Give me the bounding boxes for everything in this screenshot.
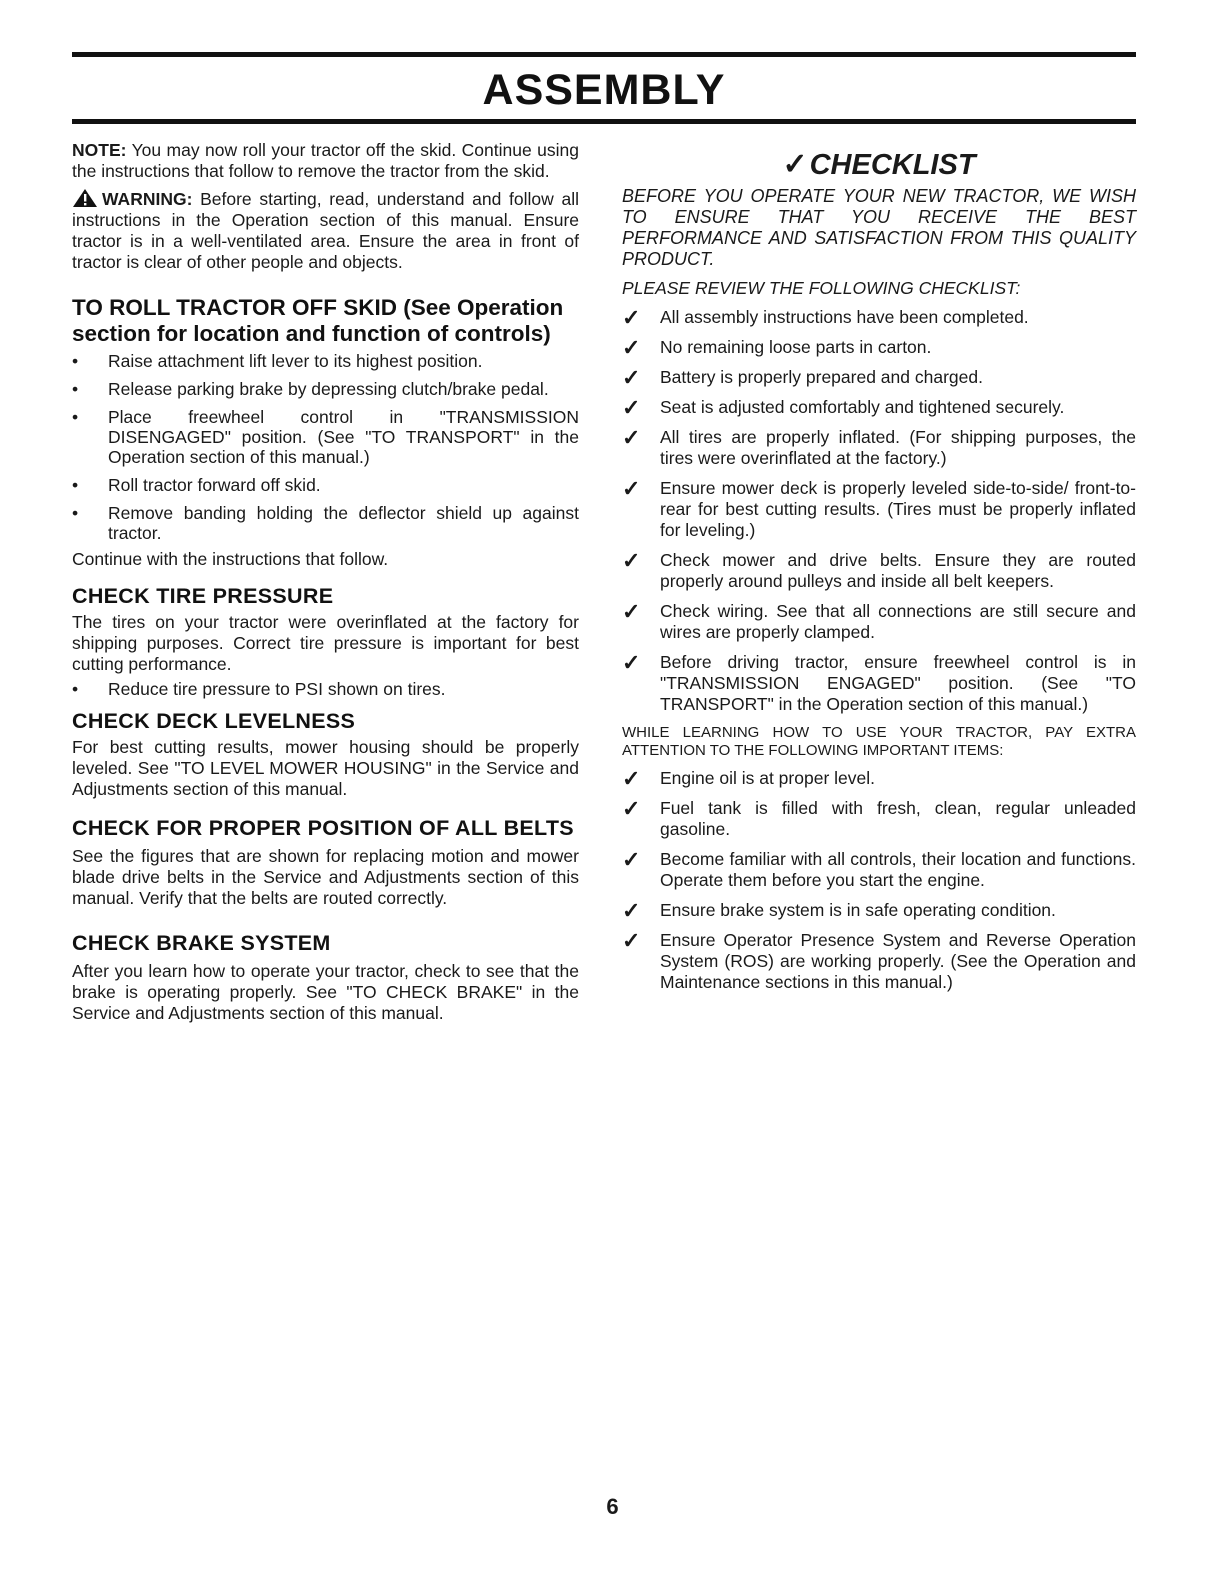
list-item-text: Raise attachment lift lever to its highest position. xyxy=(108,351,483,371)
list-item xyxy=(72,475,579,495)
list-item-text: Ensure mower deck is properly leveled side-to-side/ front-to-rear for best cutting results. (Tires must be properly inflated for leveling.) xyxy=(660,478,1136,540)
bullet-dot-icon: • xyxy=(72,351,79,371)
list-item xyxy=(622,367,1136,388)
checkmark-icon: ✓ xyxy=(622,548,641,573)
note-paragraph xyxy=(72,140,579,182)
checkmark-icon: ✓ xyxy=(622,425,641,450)
warning-text: Before starting, read, understand and follow all instructions in the Operation section of this manual. Ensure tractor is in a well-ventilated area. Ensure the area in front of tractor is clear of other people and objects. xyxy=(72,189,579,272)
list-item-text: Place freewheel control in "TRANSMISSION DISENGAGED" position. (See "TO TRANSPORT" in the Operation section of this manual.) xyxy=(108,407,579,467)
tire-pressure-heading: CHECK TIRE PRESSURE xyxy=(72,584,334,608)
list-item-text: All assembly instructions have been completed. xyxy=(660,307,1029,327)
attention-items xyxy=(622,768,1136,993)
list-item xyxy=(72,351,579,371)
list-item-text: Check mower and drive belts. Ensure they are routed properly around pulleys and inside all belt keepers. xyxy=(660,550,1136,591)
list-item xyxy=(622,601,1136,643)
tire-pressure-text: The tires on your tractor were overinflated at the factory for shipping purposes. Correct tire pressure is important for best cutting performance. xyxy=(72,612,579,674)
list-item xyxy=(622,427,1136,469)
continue-text: Continue with the instructions that follow. xyxy=(72,549,389,569)
list-item-text: Engine oil is at proper level. xyxy=(660,768,875,788)
attention-intro: WHILE LEARNING HOW TO USE YOUR TRACTOR, PAY EXTRA ATTENTION TO THE FOLLOWING IMPORTANT ITEMS: xyxy=(622,724,1136,759)
checklist-title: CHECKLIST xyxy=(809,149,976,181)
bullet-dot-icon: • xyxy=(72,503,79,523)
bullet-dot-icon: • xyxy=(72,679,79,699)
warning-triangle-icon xyxy=(72,188,98,208)
roll-steps-list xyxy=(72,351,579,543)
list-item-text: Seat is adjusted comfortably and tightened securely. xyxy=(660,397,1065,417)
bullet-dot-icon: • xyxy=(72,475,79,495)
list-item xyxy=(622,849,1136,891)
checklist-intro: BEFORE YOU OPERATE YOUR NEW TRACTOR, WE WISH TO ENSURE THAT YOU RECEIVE THE BEST PERFORMANCE AND SATISFACTION FROM THIS QUALITY PRODUCT. xyxy=(622,186,1136,269)
list-item-text: No remaining loose parts in carton. xyxy=(660,337,932,357)
left-column xyxy=(72,140,579,1024)
right-column xyxy=(622,140,1136,1002)
checkmark-icon: ✓ xyxy=(622,928,641,953)
list-item xyxy=(622,768,1136,789)
list-item xyxy=(72,407,579,467)
top-rule xyxy=(72,52,1136,57)
list-item: • Reduce tire pressure to PSI shown on tires. xyxy=(72,679,446,699)
brake-system-heading: CHECK BRAKE SYSTEM xyxy=(72,931,331,955)
checkmark-icon: ✓ xyxy=(622,650,641,675)
checkmark-icon: ✓ xyxy=(622,395,641,420)
page-title: ASSEMBLY xyxy=(482,66,726,114)
list-item-text: Before driving tractor, ensure freewheel control is in "TRANSMISSION ENGAGED" position. (See "TO TRANSPORT" in the Operation section of this manual.) xyxy=(660,652,1136,714)
list-item xyxy=(622,337,1136,358)
checkmark-icon: ✓ xyxy=(622,796,641,821)
list-item-text: Roll tractor forward off skid. xyxy=(108,475,321,495)
warning-label: WARNING: xyxy=(102,189,193,209)
checkmark-icon: ✓ xyxy=(622,335,641,360)
title-underline-rule xyxy=(72,119,1136,124)
list-item-text: Release parking brake by depressing clutch/brake pedal. xyxy=(108,379,549,399)
list-item xyxy=(622,478,1136,541)
list-item xyxy=(622,930,1136,993)
list-item-text: Check wiring. See that all connections are still secure and wires are properly clamped. xyxy=(660,601,1136,642)
checklist-items xyxy=(622,307,1136,715)
belts-text: See the figures that are shown for replacing motion and mower blade drive belts in the Service and Adjustments section of this manual. Verify that the belts are routed correctly. xyxy=(72,846,579,908)
roll-off-skid-heading: TO ROLL TRACTOR OFF SKID (See Operation section for location and function of controls) xyxy=(72,295,564,346)
page-number: 6 xyxy=(606,1494,619,1519)
list-item-text: Become familiar with all controls, their location and functions. Operate them before you start the engine. xyxy=(660,849,1136,890)
list-item xyxy=(72,379,579,399)
checkmark-icon: ✓ xyxy=(622,365,641,390)
brake-system-text: After you learn how to operate your tractor, check to see that the brake is operating properly. See "TO CHECK BRAKE" in the Service and Adjustments section of this manual. xyxy=(72,961,579,1023)
checkmark-icon: ✓ xyxy=(622,847,641,872)
belts-heading: CHECK FOR PROPER POSITION OF ALL BELTS xyxy=(72,816,574,840)
list-item-text: Battery is properly prepared and charged. xyxy=(660,367,983,387)
list-item xyxy=(622,397,1136,418)
list-item xyxy=(622,900,1136,921)
list-item xyxy=(622,307,1136,328)
checkmark-icon: ✓ xyxy=(782,148,808,181)
list-item xyxy=(622,652,1136,715)
tire-steps-list xyxy=(72,679,579,699)
checklist-review-prompt: PLEASE REVIEW THE FOLLOWING CHECKLIST: xyxy=(622,278,1021,298)
deck-levelness-text: For best cutting results, mower housing should be properly leveled. See "TO LEVEL MOWER HOUSING" in the Service and Adjustments section of this manual. xyxy=(72,737,579,799)
bullet-dot-icon: • xyxy=(72,379,79,399)
bullet-dot-icon: • xyxy=(72,407,79,427)
warning-paragraph xyxy=(72,188,579,273)
checkmark-icon: ✓ xyxy=(622,305,641,330)
list-item-text: Ensure brake system is in safe operating condition. xyxy=(660,900,1056,920)
checkmark-icon: ✓ xyxy=(622,766,641,791)
checklist-heading xyxy=(622,148,1136,182)
list-item-text: All tires are properly inflated. (For shipping purposes, the tires were overinflated at the factory.) xyxy=(660,427,1136,468)
deck-levelness-heading: CHECK DECK LEVELNESS xyxy=(72,709,356,733)
list-item xyxy=(622,550,1136,592)
list-item-text: Remove banding holding the deflector shield up against tractor. xyxy=(108,503,579,543)
checkmark-icon: ✓ xyxy=(622,476,641,501)
list-item-text: Fuel tank is filled with fresh, clean, regular unleaded gasoline. xyxy=(660,798,1136,839)
list-item xyxy=(622,798,1136,840)
checkmark-icon: ✓ xyxy=(622,599,641,624)
list-item-text: Ensure Operator Presence System and Reverse Operation System (ROS) are working properly. (See the Operation and Maintenance sections in this manual.) xyxy=(660,930,1136,992)
note-label: NOTE: xyxy=(72,140,127,160)
list-item xyxy=(72,503,579,543)
checkmark-icon: ✓ xyxy=(622,898,641,923)
note-text: You may now roll your tractor off the skid. Continue using the instructions that follow to remove the tractor from the skid. xyxy=(72,140,579,181)
